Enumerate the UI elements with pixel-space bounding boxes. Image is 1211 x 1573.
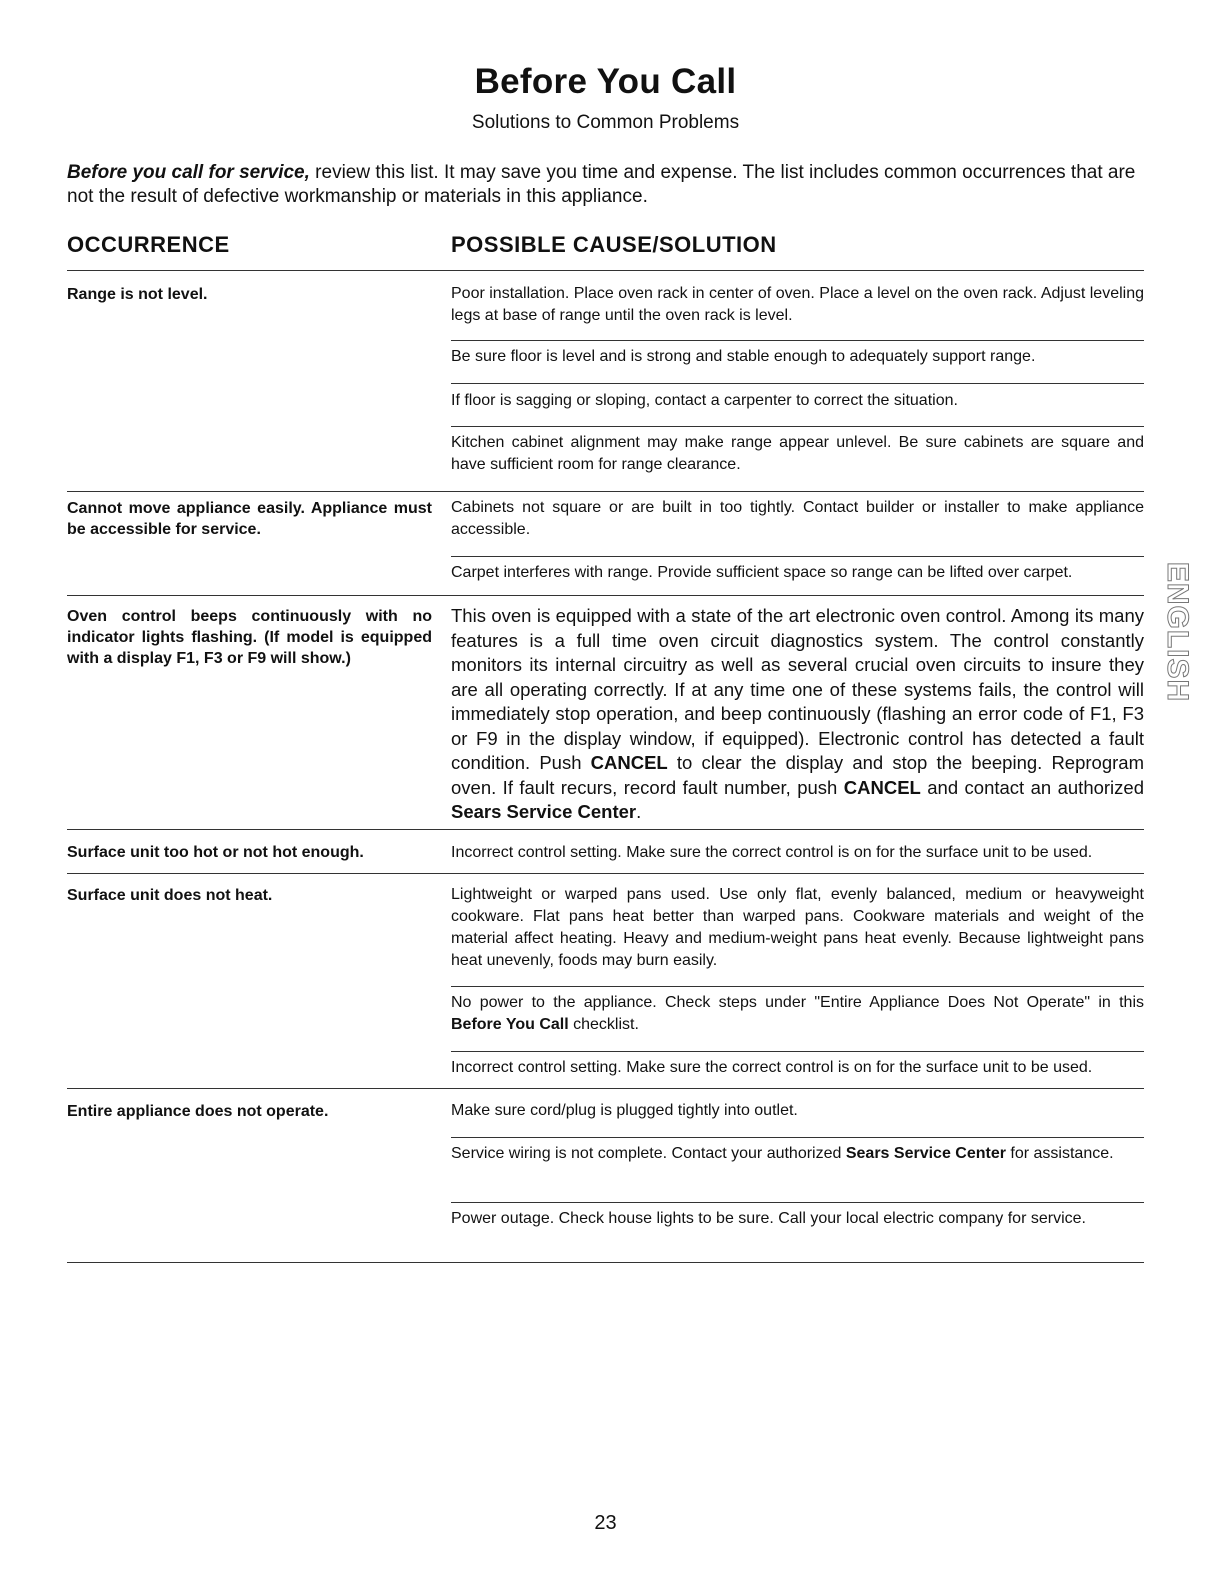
solution-divider bbox=[451, 986, 1144, 987]
solution-divider bbox=[451, 1137, 1144, 1138]
occurrence-entire-appliance-not-operating: Entire appliance does not operate. bbox=[67, 1103, 329, 1120]
solution-text: Poor installation. Place oven rack in center of oven. Place a level on the oven rack. Adjust leveling legs at base of range until the oven rack is level. bbox=[451, 285, 1144, 324]
occurrence-surface-unit-no-heat: Surface unit does not heat. bbox=[67, 887, 273, 904]
header-divider bbox=[67, 270, 1144, 271]
occurrence-oven-control-beeps: Oven control beeps continuously with no indicator lights flashing. (If model is equipped with a display F1, F3 or F9 will show.) bbox=[67, 608, 432, 667]
cancel-keyword: CANCEL bbox=[590, 752, 668, 773]
occurrence-cannot-move-appliance: Cannot move appliance easily. Appliance must be accessible for service. bbox=[67, 500, 432, 538]
occurrence-range-not-level: Range is not level. bbox=[67, 286, 208, 303]
solution-divider bbox=[451, 556, 1144, 557]
solution-text: Cabinets not square or are built in too tightly. Contact builder or installer to make appliance accessible. bbox=[451, 499, 1144, 538]
intro-text: review this list. It may save you time and expense. The list includes common occurrences that are not the result of defective workmanship or materials in this appliance. bbox=[67, 162, 1136, 207]
solution-divider bbox=[451, 426, 1144, 427]
solution-text: Carpet interferes with range. Provide sufficient space so range can be lifted over carpet. bbox=[451, 564, 1073, 581]
solution-text: Incorrect control setting. Make sure the correct control is on for the surface unit to be used. bbox=[451, 844, 1093, 861]
table-bottom-rule bbox=[67, 1262, 1144, 1263]
solution-text: Power outage. Check house lights to be sure. Call your local electric company for service. bbox=[451, 1210, 1086, 1227]
solution-divider bbox=[451, 383, 1144, 384]
solution-text: and contact an authorized bbox=[920, 776, 1144, 798]
solution-text: for assistance. bbox=[1005, 1145, 1114, 1162]
solution-oven-control-diagnostics bbox=[451, 604, 1144, 825]
solution-no-power bbox=[451, 992, 1144, 1036]
intro-lead: Before you call for service, bbox=[67, 162, 310, 183]
column-header-occurrence: OCCURRENCE bbox=[67, 232, 230, 257]
solution-text: No power to the appliance. Check steps under "Entire Appliance Does Not Operate" in this bbox=[451, 994, 1144, 1011]
solution-divider bbox=[451, 1051, 1144, 1052]
row-divider bbox=[67, 1088, 1144, 1089]
solution-text: Incorrect control setting. Make sure the correct control is on for the surface unit to be used. bbox=[451, 1059, 1093, 1076]
row-divider bbox=[67, 595, 1144, 596]
solution-divider bbox=[451, 340, 1144, 341]
solution-text: . bbox=[636, 801, 642, 822]
cancel-keyword: CANCEL bbox=[843, 776, 921, 798]
intro-paragraph bbox=[67, 161, 1147, 209]
solution-text: This oven is equipped with a state of the art electronic oven control. Among its many features is a full time oven circuit diagnostics system. The control constantly monitors its internal circuitry as well as several crucial oven circuits to insure they are all operating correctly. If at any time one of these systems fails, the control will immediately stop operation, and beep continuously (flashing an error code of F1, F3 or F9 in the display window, if equipped). Electronic control has detected a fault condition. Push bbox=[451, 605, 1144, 773]
solution-text: Service wiring is not complete. Contact your authorized bbox=[451, 1145, 846, 1162]
row-divider bbox=[67, 873, 1144, 874]
solution-text: If floor is sagging or sloping, contact a carpenter to correct the situation. bbox=[451, 392, 958, 409]
row-divider bbox=[67, 829, 1144, 830]
solution-text: Make sure cord/plug is plugged tightly into outlet. bbox=[451, 1102, 798, 1119]
solution-text: checklist. bbox=[568, 1016, 639, 1033]
language-tab-label: ENGLISH bbox=[1161, 561, 1194, 703]
solution-text: Kitchen cabinet alignment may make range appear unlevel. Be sure cabinets are square and have sufficient room for range clearance. bbox=[451, 434, 1144, 473]
solution-text: Lightweight or warped pans used. Use only flat, evenly balanced, medium or heavyweight cookware. Flat pans heat better than warped pans. Cookware materials and weight of the material affect heating. Heavy and medium-weight pans heat evenly. Because lightweight pans heat unevenly, foods may burn easily. bbox=[451, 886, 1144, 969]
solution-text: Be sure floor is level and is strong and stable enough to adequately support range. bbox=[451, 348, 1036, 365]
solution-text: to clear the display and stop the beeping. Reprogram oven. If fault recurs, record fault number, push bbox=[451, 752, 1144, 798]
sears-service-center: Sears Service Center bbox=[845, 1145, 1006, 1162]
column-header-solution: POSSIBLE CAUSE/SOLUTION bbox=[451, 232, 777, 257]
before-you-call-reference: Before You Call bbox=[451, 1016, 569, 1033]
solution-service-wiring bbox=[451, 1143, 1144, 1165]
page-title: Before You Call bbox=[474, 62, 737, 101]
occurrence-surface-unit-temperature: Surface unit too hot or not hot enough. bbox=[67, 844, 364, 861]
solution-divider bbox=[451, 1202, 1144, 1203]
page-number: 23 bbox=[594, 1512, 617, 1534]
row-divider bbox=[67, 491, 1144, 492]
page-subtitle: Solutions to Common Problems bbox=[471, 112, 740, 133]
language-tab bbox=[1160, 562, 1194, 702]
sears-service-center: Sears Service Center bbox=[451, 801, 637, 822]
